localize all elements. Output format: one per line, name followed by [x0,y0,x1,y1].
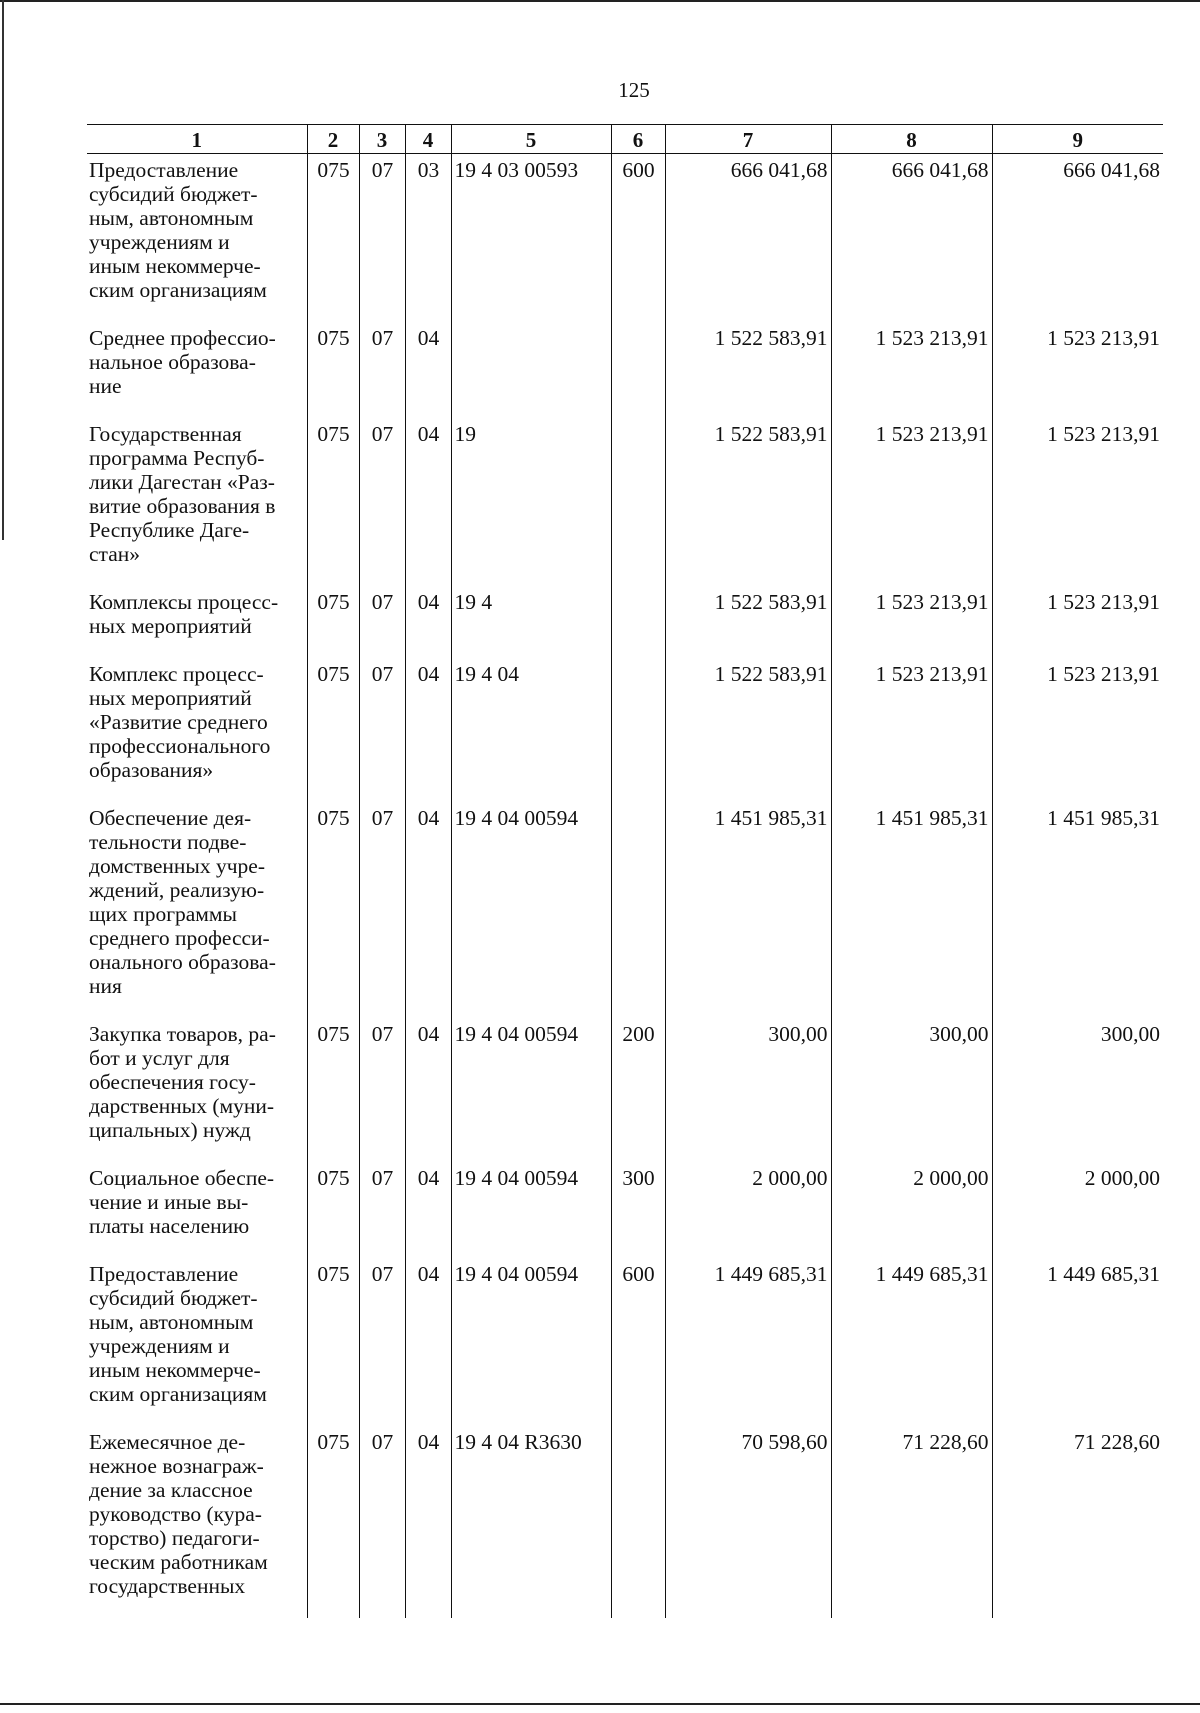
cell-item-name [87,802,307,1018]
cell-target-article: 19 4 04 [451,658,611,802]
item-name-line: ния [89,974,122,998]
cell-target-article: 19 4 04 00594 [451,1258,611,1426]
item-name-line: щих программы [89,902,237,926]
item-name-line: Закупка товаров, ра- [89,1022,276,1046]
cell-ministry-code: 075 [307,802,359,1018]
item-name-line: домственных учре- [89,854,265,878]
item-name-line: онального образова- [89,950,276,974]
cell-expense-type: 200 [611,1018,665,1162]
item-name-line: Предоставление [89,158,239,182]
col-header-6: 6 [611,125,665,154]
cell-amount-col9: 1 451 985,31 [992,802,1163,1018]
cell-amount-col8: 2 000,00 [831,1162,992,1258]
item-name-line: ским организациям [89,1382,267,1406]
cell-expense-type [611,418,665,586]
cell-subsection: 04 [405,418,451,586]
cell-expense-type [611,802,665,1018]
cell-item-name [87,418,307,586]
table-row [87,586,1163,658]
cell-item-name [87,1162,307,1258]
cell-amount-col9: 300,00 [992,1018,1163,1162]
cell-amount-col8: 1 523 213,91 [831,658,992,802]
cell-target-article: 19 4 04 R3630 [451,1426,611,1618]
item-name-line: ческим работникам [89,1550,268,1574]
item-name-line: «Развитие среднего [89,710,268,734]
cell-section: 07 [359,1426,405,1618]
item-name-line: ным, автономным [89,206,254,230]
page-number: 125 [618,78,650,102]
item-name-line: учреждениям и [89,1334,230,1358]
cell-target-article [451,322,611,418]
cell-amount-col7: 1 522 583,91 [665,658,831,802]
cell-amount-col8: 1 523 213,91 [831,322,992,418]
cell-amount-col9: 1 523 213,91 [992,418,1163,586]
cell-item-name [87,1018,307,1162]
item-name-line: нальное образова- [89,350,256,374]
cell-ministry-code: 075 [307,658,359,802]
table-row [87,154,1163,323]
cell-amount-col8: 666 041,68 [831,154,992,323]
item-name-line: Республике Даге- [89,518,250,542]
item-name-line: государственных [89,1574,246,1598]
cell-section: 07 [359,658,405,802]
cell-section: 07 [359,586,405,658]
scan-edge-top [0,0,1200,2]
cell-amount-col9: 2 000,00 [992,1162,1163,1258]
cell-item-name [87,586,307,658]
cell-subsection: 04 [405,802,451,1018]
cell-amount-col9: 71 228,60 [992,1426,1163,1618]
cell-subsection: 03 [405,154,451,323]
cell-item-name [87,1426,307,1618]
cell-section: 07 [359,418,405,586]
cell-amount-col8: 1 451 985,31 [831,802,992,1018]
table-header-row [87,125,1163,154]
cell-section: 07 [359,154,405,323]
item-name-line: стан» [89,542,140,566]
item-name-line: учреждениям и [89,230,230,254]
cell-ministry-code: 075 [307,154,359,323]
cell-section: 07 [359,322,405,418]
cell-amount-col8: 1 449 685,31 [831,1258,992,1426]
table-row [87,1018,1163,1162]
col-header-8: 8 [831,125,992,154]
item-name-line: ным, автономным [89,1310,254,1334]
table-row [87,418,1163,586]
item-name-line: Комплексы процесс- [89,590,279,614]
table-row [87,802,1163,1018]
item-name-line: среднего професси- [89,926,270,950]
item-name-line: образования» [89,758,214,782]
col-header-7: 7 [665,125,831,154]
cell-item-name [87,154,307,323]
item-name-line: бот и услуг для [89,1046,230,1070]
item-name-line: ским организациям [89,278,267,302]
table-body [87,154,1163,1619]
item-name-line: дение за классное [89,1478,253,1502]
item-name-line: ных мероприятий [89,614,252,638]
cell-subsection: 04 [405,1018,451,1162]
item-name-line: чение и иные вы- [89,1190,249,1214]
cell-amount-col9: 1 523 213,91 [992,658,1163,802]
cell-target-article: 19 4 03 00593 [451,154,611,323]
item-name-line: Предоставление [89,1262,239,1286]
col-header-1: 1 [87,125,307,154]
item-name-line: платы населению [89,1214,250,1238]
cell-amount-col9: 1 523 213,91 [992,322,1163,418]
cell-amount-col8: 1 523 213,91 [831,586,992,658]
cell-amount-col7: 1 449 685,31 [665,1258,831,1426]
cell-expense-type [611,658,665,802]
table-row [87,1258,1163,1426]
cell-subsection: 04 [405,1258,451,1426]
item-name-line: Обеспечение дея- [89,806,252,830]
cell-target-article: 19 4 [451,586,611,658]
cell-amount-col8: 71 228,60 [831,1426,992,1618]
cell-expense-type [611,322,665,418]
cell-item-name [87,322,307,418]
item-name-line: руководство (кура- [89,1502,262,1526]
item-name-line: ние [89,374,122,398]
cell-expense-type [611,1426,665,1618]
item-name-line: лики Дагестан «Раз- [89,470,275,494]
col-header-4: 4 [405,125,451,154]
cell-target-article: 19 4 04 00594 [451,802,611,1018]
item-name-line: тельности подве- [89,830,247,854]
item-name-line: витие образования в [89,494,276,518]
cell-target-article: 19 4 04 00594 [451,1162,611,1258]
item-name-line: Комплекс процесс- [89,662,264,686]
cell-amount-col8: 300,00 [831,1018,992,1162]
cell-ministry-code: 075 [307,322,359,418]
cell-amount-col7: 1 522 583,91 [665,586,831,658]
budget-table [87,124,1163,1618]
cell-amount-col8: 1 523 213,91 [831,418,992,586]
cell-subsection: 04 [405,322,451,418]
col-header-9: 9 [992,125,1163,154]
item-name-line: субсидий бюджет- [89,1286,258,1310]
cell-amount-col7: 70 598,60 [665,1426,831,1618]
cell-amount-col7: 1 451 985,31 [665,802,831,1018]
col-header-5: 5 [451,125,611,154]
cell-expense-type: 600 [611,1258,665,1426]
cell-amount-col9: 666 041,68 [992,154,1163,323]
item-name-line: ных мероприятий [89,686,252,710]
table-row [87,322,1163,418]
cell-subsection: 04 [405,1426,451,1618]
cell-section: 07 [359,1018,405,1162]
table-row [87,658,1163,802]
cell-section: 07 [359,802,405,1018]
cell-amount-col9: 1 523 213,91 [992,586,1163,658]
item-name-line: иным некоммерче- [89,254,261,278]
item-name-line: Среднее профессио- [89,326,276,350]
cell-amount-col7: 2 000,00 [665,1162,831,1258]
item-name-line: обеспечения госу- [89,1070,256,1094]
cell-expense-type: 600 [611,154,665,323]
cell-ministry-code: 075 [307,1162,359,1258]
item-name-line: Социальное обеспе- [89,1166,275,1190]
table-row [87,1426,1163,1618]
item-name-line: Государственная [89,422,242,446]
cell-subsection: 04 [405,1162,451,1258]
cell-amount-col7: 300,00 [665,1018,831,1162]
cell-expense-type [611,586,665,658]
cell-ministry-code: 075 [307,1258,359,1426]
cell-section: 07 [359,1258,405,1426]
item-name-line: дарственных (муни- [89,1094,275,1118]
item-name-line: субсидий бюджет- [89,182,258,206]
item-name-line: ципальных) нужд [89,1118,251,1142]
cell-item-name [87,1258,307,1426]
cell-amount-col7: 1 522 583,91 [665,418,831,586]
item-name-line: нежное вознаграж- [89,1454,264,1478]
cell-ministry-code: 075 [307,1426,359,1618]
item-name-line: программа Респуб- [89,446,265,470]
item-name-line: торство) педагоги- [89,1526,260,1550]
cell-amount-col7: 1 522 583,91 [665,322,831,418]
item-name-line: иным некоммерче- [89,1358,261,1382]
cell-amount-col9: 1 449 685,31 [992,1258,1163,1426]
cell-section: 07 [359,1162,405,1258]
cell-subsection: 04 [405,586,451,658]
cell-target-article: 19 4 04 00594 [451,1018,611,1162]
scan-edge-bottom [0,1703,1200,1705]
col-header-3: 3 [359,125,405,154]
cell-target-article: 19 [451,418,611,586]
cell-subsection: 04 [405,658,451,802]
item-name-line: профессионального [89,734,271,758]
cell-item-name [87,658,307,802]
cell-expense-type: 300 [611,1162,665,1258]
table-row [87,1162,1163,1258]
item-name-line: Ежемесячное де- [89,1430,246,1454]
cell-ministry-code: 075 [307,418,359,586]
cell-ministry-code: 075 [307,1018,359,1162]
item-name-line: ждений, реализую- [89,878,265,902]
cell-amount-col7: 666 041,68 [665,154,831,323]
col-header-2: 2 [307,125,359,154]
cell-ministry-code: 075 [307,586,359,658]
